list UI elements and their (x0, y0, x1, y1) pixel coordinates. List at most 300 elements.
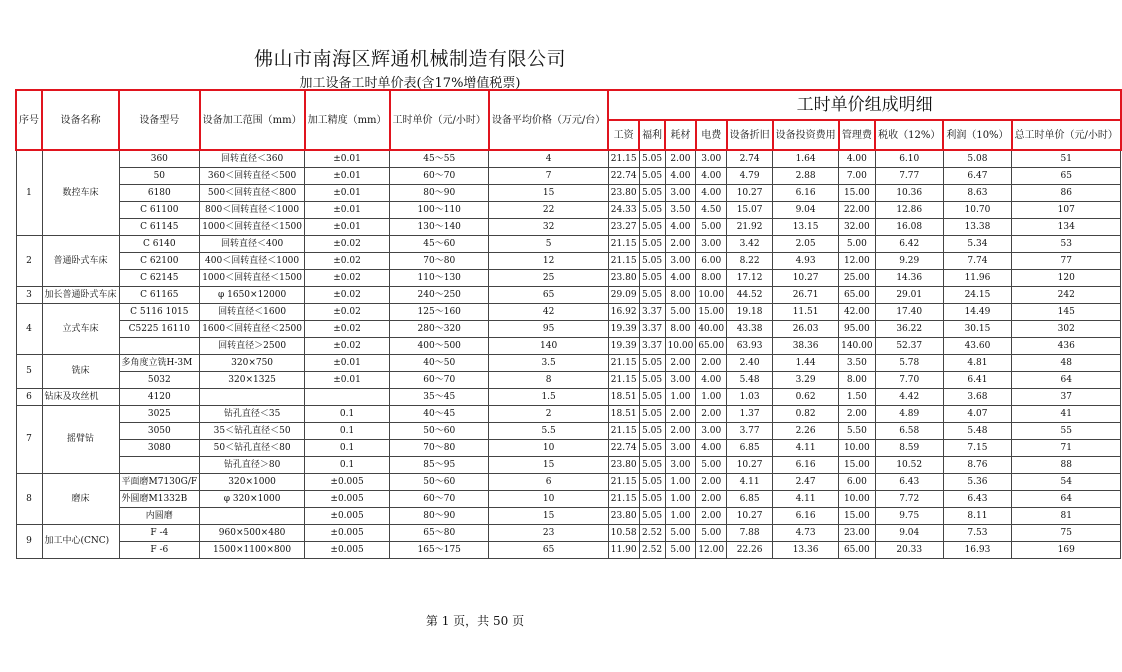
cell-management: 12.00 (839, 253, 876, 270)
cell-avg-price: 22 (489, 202, 608, 219)
table-row (16, 270, 1121, 287)
cell-total: 41 (1012, 406, 1121, 423)
cell-power: 15.00 (696, 304, 727, 321)
cell-tax: 16.08 (875, 219, 943, 236)
cell-model: 平面磨M7130G/F (119, 474, 200, 491)
cell-avg-price: 12 (489, 253, 608, 270)
table-body (16, 150, 1121, 559)
cell-depreciation: 3.77 (727, 423, 773, 440)
table-row (16, 474, 1121, 491)
table-row (16, 508, 1121, 525)
cell-investment: 11.51 (773, 304, 839, 321)
cell-material: 1.00 (665, 474, 696, 491)
cell-welfare: 5.05 (639, 355, 665, 372)
header-material: 耗材 (665, 120, 696, 150)
cell-total: 55 (1012, 423, 1121, 440)
table-row (16, 150, 1121, 168)
cell-wage: 24.33 (608, 202, 639, 219)
cell-power: 5.00 (696, 525, 727, 542)
cell-total: 107 (1012, 202, 1121, 219)
cell-model: 360 (119, 150, 200, 168)
cell-range (200, 389, 305, 406)
cell-depreciation: 22.26 (727, 542, 773, 559)
cell-total: 145 (1012, 304, 1121, 321)
cell-range: 1000＜回转直径＜1500 (200, 270, 305, 287)
header-avg-price: 设备平均价格（万元/台） (489, 90, 608, 150)
cell-range: 960×500×480 (200, 525, 305, 542)
cell-material: 8.00 (665, 321, 696, 338)
cell-total: 302 (1012, 321, 1121, 338)
cell-tax: 36.22 (875, 321, 943, 338)
cell-unit-price: 80～90 (390, 185, 489, 202)
cell-model: 6180 (119, 185, 200, 202)
page-footer: 第 1 页，共 50 页 (425, 614, 525, 628)
cell-equipment-name: 磨床 (42, 474, 119, 525)
cell-profit: 6.41 (943, 372, 1011, 389)
table-row (16, 440, 1121, 457)
cell-unit-price: 40～50 (390, 355, 489, 372)
table-row (16, 389, 1121, 406)
cell-equipment-name: 铣床 (42, 355, 119, 389)
cell-unit-price: 100～110 (390, 202, 489, 219)
cell-total: 71 (1012, 440, 1121, 457)
cell-power: 2.00 (696, 406, 727, 423)
cell-power: 10.00 (696, 287, 727, 304)
cell-total: 77 (1012, 253, 1121, 270)
cell-precision: 0.1 (305, 440, 390, 457)
cell-depreciation: 6.85 (727, 440, 773, 457)
cell-avg-price: 32 (489, 219, 608, 236)
cell-range: 回转直径＜1600 (200, 304, 305, 321)
cell-depreciation: 10.27 (727, 457, 773, 474)
header-group: 工时单价组成明细 (608, 90, 1121, 120)
cell-power: 4.00 (696, 372, 727, 389)
cell-management: 25.00 (839, 270, 876, 287)
header-precision: 加工精度（mm） (305, 90, 390, 150)
cell-management: 15.00 (839, 508, 876, 525)
cell-welfare: 5.05 (639, 508, 665, 525)
cell-model: 4120 (119, 389, 200, 406)
cell-depreciation: 19.18 (727, 304, 773, 321)
cell-range: 35＜钻孔直径＜50 (200, 423, 305, 440)
cell-no: 4 (16, 304, 42, 355)
header-depreciation: 设备折旧 (727, 120, 773, 150)
cell-wage: 23.80 (608, 508, 639, 525)
table-row (16, 406, 1121, 423)
cell-no: 1 (16, 150, 42, 236)
cell-management: 15.00 (839, 185, 876, 202)
cell-material: 4.00 (665, 270, 696, 287)
cell-depreciation: 1.37 (727, 406, 773, 423)
cell-investment: 13.15 (773, 219, 839, 236)
cell-avg-price: 42 (489, 304, 608, 321)
table-row (16, 219, 1121, 236)
table-row (16, 304, 1121, 321)
header-total: 总工时单价（元/小时） (1012, 120, 1121, 150)
cell-range: 1600＜回转直径＜2500 (200, 321, 305, 338)
cell-precision: ±0.02 (305, 287, 390, 304)
cell-precision: 0.1 (305, 423, 390, 440)
cell-precision: ±0.005 (305, 542, 390, 559)
cell-model: C 61100 (119, 202, 200, 219)
cell-unit-price: 35～45 (390, 389, 489, 406)
cell-investment: 2.26 (773, 423, 839, 440)
cell-range: 320×750 (200, 355, 305, 372)
cell-model: C 5116 1015 (119, 304, 200, 321)
cell-welfare: 5.05 (639, 219, 665, 236)
cell-avg-price: 15 (489, 185, 608, 202)
cell-wage: 29.09 (608, 287, 639, 304)
cell-no: 7 (16, 406, 42, 474)
cell-investment: 4.73 (773, 525, 839, 542)
cell-management: 42.00 (839, 304, 876, 321)
cell-precision: ±0.02 (305, 304, 390, 321)
cell-precision: ±0.005 (305, 474, 390, 491)
cell-tax: 6.58 (875, 423, 943, 440)
cell-wage: 11.90 (608, 542, 639, 559)
cell-total: 48 (1012, 355, 1121, 372)
cell-no: 5 (16, 355, 42, 389)
header-no: 序号 (16, 90, 42, 150)
cell-profit: 14.49 (943, 304, 1011, 321)
cell-investment: 2.47 (773, 474, 839, 491)
cell-material: 3.00 (665, 440, 696, 457)
cell-depreciation: 5.48 (727, 372, 773, 389)
table-row (16, 202, 1121, 219)
cell-welfare: 3.37 (639, 321, 665, 338)
cell-tax: 9.29 (875, 253, 943, 270)
cell-management: 140.00 (839, 338, 876, 355)
cell-total: 86 (1012, 185, 1121, 202)
cell-tax: 5.78 (875, 355, 943, 372)
cell-welfare: 5.05 (639, 474, 665, 491)
cell-avg-price: 5.5 (489, 423, 608, 440)
cell-range: 钻孔直径＞80 (200, 457, 305, 474)
cell-power: 5.00 (696, 457, 727, 474)
cell-management: 1.50 (839, 389, 876, 406)
cell-welfare: 5.05 (639, 406, 665, 423)
cell-range: φ 320×1000 (200, 491, 305, 508)
cell-investment: 6.16 (773, 457, 839, 474)
cell-model: 内圆磨 (119, 508, 200, 525)
cell-total: 169 (1012, 542, 1121, 559)
cell-unit-price: 125～160 (390, 304, 489, 321)
cell-investment: 6.16 (773, 508, 839, 525)
cell-range: 回转直径＞2500 (200, 338, 305, 355)
cell-management: 6.00 (839, 474, 876, 491)
cell-material: 2.00 (665, 355, 696, 372)
cell-management: 65.00 (839, 542, 876, 559)
table-row (16, 185, 1121, 202)
cell-unit-price: 280～320 (390, 321, 489, 338)
cell-wage: 19.39 (608, 338, 639, 355)
cell-avg-price: 15 (489, 457, 608, 474)
cell-depreciation: 15.07 (727, 202, 773, 219)
cell-model: F -4 (119, 525, 200, 542)
header-management: 管理费 (839, 120, 876, 150)
cell-precision: 0.1 (305, 406, 390, 423)
cell-management: 5.50 (839, 423, 876, 440)
cell-precision: ±0.01 (305, 168, 390, 185)
cell-unit-price: 130～140 (390, 219, 489, 236)
cell-wage: 23.80 (608, 457, 639, 474)
cell-range (200, 508, 305, 525)
cell-depreciation: 3.42 (727, 236, 773, 253)
cell-power: 3.00 (696, 236, 727, 253)
cell-profit: 6.47 (943, 168, 1011, 185)
cell-model: 5032 (119, 372, 200, 389)
cell-welfare: 5.05 (639, 185, 665, 202)
cell-power: 4.00 (696, 440, 727, 457)
cell-total: 436 (1012, 338, 1121, 355)
cell-tax: 9.04 (875, 525, 943, 542)
cell-tax: 6.10 (875, 150, 943, 168)
cell-model: C 6140 (119, 236, 200, 253)
cell-power: 2.00 (696, 474, 727, 491)
header-range: 设备加工范围（mm） (200, 90, 305, 150)
cell-precision: 0.1 (305, 457, 390, 474)
cell-material: 5.00 (665, 304, 696, 321)
cell-power: 6.00 (696, 253, 727, 270)
cell-precision: ±0.01 (305, 202, 390, 219)
cell-tax: 4.89 (875, 406, 943, 423)
cell-depreciation: 10.27 (727, 185, 773, 202)
cell-unit-price: 85～95 (390, 457, 489, 474)
cell-range: 500＜回转直径＜800 (200, 185, 305, 202)
cell-tax: 7.77 (875, 168, 943, 185)
table-subtitle: 加工设备工时单价表(含17%增值税票) (299, 76, 521, 91)
cell-depreciation: 4.11 (727, 474, 773, 491)
cell-total: 54 (1012, 474, 1121, 491)
cell-depreciation: 2.74 (727, 150, 773, 168)
cell-profit: 5.36 (943, 474, 1011, 491)
cell-depreciation: 43.38 (727, 321, 773, 338)
cell-welfare: 5.05 (639, 423, 665, 440)
cell-model: C 61145 (119, 219, 200, 236)
cell-welfare: 5.05 (639, 457, 665, 474)
cell-welfare: 5.05 (639, 270, 665, 287)
cell-power: 2.00 (696, 491, 727, 508)
cell-no: 8 (16, 474, 42, 525)
cell-management: 32.00 (839, 219, 876, 236)
cell-power: 65.00 (696, 338, 727, 355)
cell-depreciation: 1.03 (727, 389, 773, 406)
table-row (16, 491, 1121, 508)
cell-model: C 61165 (119, 287, 200, 304)
cell-welfare: 5.05 (639, 491, 665, 508)
cell-unit-price: 110～130 (390, 270, 489, 287)
table-row (16, 372, 1121, 389)
cell-range: 320×1325 (200, 372, 305, 389)
cell-unit-price: 45～55 (390, 150, 489, 168)
cell-total: 65 (1012, 168, 1121, 185)
header-model: 设备型号 (119, 90, 200, 150)
cell-model: 3025 (119, 406, 200, 423)
cell-model: F -6 (119, 542, 200, 559)
cell-range: 1500×1100×800 (200, 542, 305, 559)
header-welfare: 福利 (639, 120, 665, 150)
cell-model: 50 (119, 168, 200, 185)
cell-material: 3.00 (665, 253, 696, 270)
cell-unit-price: 240～250 (390, 287, 489, 304)
cell-avg-price: 140 (489, 338, 608, 355)
cell-profit: 7.74 (943, 253, 1011, 270)
cell-management: 2.00 (839, 406, 876, 423)
cell-profit: 8.76 (943, 457, 1011, 474)
cell-tax: 7.72 (875, 491, 943, 508)
cell-avg-price: 65 (489, 542, 608, 559)
cell-material: 2.00 (665, 236, 696, 253)
cell-investment: 4.11 (773, 440, 839, 457)
cell-precision: ±0.01 (305, 372, 390, 389)
cell-power: 4.00 (696, 185, 727, 202)
cell-tax: 4.42 (875, 389, 943, 406)
cell-unit-price: 60～70 (390, 491, 489, 508)
table-row (16, 525, 1121, 542)
cell-depreciation: 44.52 (727, 287, 773, 304)
cell-total: 53 (1012, 236, 1121, 253)
cell-avg-price: 25 (489, 270, 608, 287)
cell-profit: 16.93 (943, 542, 1011, 559)
cell-wage: 23.80 (608, 185, 639, 202)
cell-avg-price: 7 (489, 168, 608, 185)
cell-profit: 3.68 (943, 389, 1011, 406)
cell-management: 15.00 (839, 457, 876, 474)
cell-welfare: 2.52 (639, 542, 665, 559)
cell-unit-price: 50～60 (390, 423, 489, 440)
cell-management: 4.00 (839, 150, 876, 168)
cell-material: 5.00 (665, 525, 696, 542)
cell-management: 10.00 (839, 440, 876, 457)
cell-equipment-name: 摇臂钻 (42, 406, 119, 474)
cell-wage: 21.15 (608, 491, 639, 508)
cell-investment: 2.05 (773, 236, 839, 253)
table-row (16, 542, 1121, 559)
cell-precision: ±0.01 (305, 185, 390, 202)
cell-avg-price: 2 (489, 406, 608, 423)
cell-total: 37 (1012, 389, 1121, 406)
cell-welfare: 5.05 (639, 389, 665, 406)
cell-material: 2.00 (665, 150, 696, 168)
cell-profit: 24.15 (943, 287, 1011, 304)
cell-investment: 13.36 (773, 542, 839, 559)
cell-depreciation: 10.27 (727, 508, 773, 525)
cell-unit-price: 70～80 (390, 253, 489, 270)
cell-avg-price: 6 (489, 474, 608, 491)
cell-model: 外圆磨M1332B (119, 491, 200, 508)
header-wage: 工资 (608, 120, 639, 150)
cell-equipment-name: 钻床及攻丝机 (42, 389, 119, 406)
company-title: 佛山市南海区辉通机械制造有限公司 (253, 48, 566, 70)
cell-wage: 21.15 (608, 372, 639, 389)
cell-no: 2 (16, 236, 42, 287)
cell-tax: 8.59 (875, 440, 943, 457)
cell-management: 7.00 (839, 168, 876, 185)
cell-total: 75 (1012, 525, 1121, 542)
cell-precision (305, 389, 390, 406)
cell-profit: 4.07 (943, 406, 1011, 423)
cell-range: 320×1000 (200, 474, 305, 491)
cell-range: 1000＜回转直径＜1500 (200, 219, 305, 236)
cell-material: 4.00 (665, 219, 696, 236)
cell-depreciation: 63.93 (727, 338, 773, 355)
cell-model: C 62145 (119, 270, 200, 287)
cell-tax: 12.86 (875, 202, 943, 219)
cell-management: 95.00 (839, 321, 876, 338)
cell-range: φ 1650×12000 (200, 287, 305, 304)
cell-profit: 13.38 (943, 219, 1011, 236)
cell-model: 3080 (119, 440, 200, 457)
cell-no: 6 (16, 389, 42, 406)
cell-management: 3.50 (839, 355, 876, 372)
cell-avg-price: 5 (489, 236, 608, 253)
cell-tax: 20.33 (875, 542, 943, 559)
cell-depreciation: 4.79 (727, 168, 773, 185)
cell-avg-price: 95 (489, 321, 608, 338)
cell-investment: 38.36 (773, 338, 839, 355)
cell-material: 1.00 (665, 389, 696, 406)
cell-profit: 30.15 (943, 321, 1011, 338)
cell-material: 10.00 (665, 338, 696, 355)
price-table (15, 89, 1122, 559)
cell-range: 50＜钻孔直径＜80 (200, 440, 305, 457)
cell-tax: 9.75 (875, 508, 943, 525)
cell-welfare: 5.05 (639, 150, 665, 168)
cell-power: 8.00 (696, 270, 727, 287)
table-row (16, 355, 1121, 372)
cell-depreciation: 7.88 (727, 525, 773, 542)
cell-power: 3.00 (696, 150, 727, 168)
cell-range: 400＜回转直径＜1000 (200, 253, 305, 270)
cell-unit-price: 70～80 (390, 440, 489, 457)
cell-total: 64 (1012, 372, 1121, 389)
cell-tax: 14.36 (875, 270, 943, 287)
cell-avg-price: 1.5 (489, 389, 608, 406)
header-profit: 利润（10%） (943, 120, 1011, 150)
cell-material: 8.00 (665, 287, 696, 304)
cell-precision: ±0.01 (305, 355, 390, 372)
cell-wage: 19.39 (608, 321, 639, 338)
cell-material: 5.00 (665, 542, 696, 559)
cell-precision: ±0.01 (305, 150, 390, 168)
cell-wage: 23.80 (608, 270, 639, 287)
cell-management: 23.00 (839, 525, 876, 542)
cell-tax: 6.42 (875, 236, 943, 253)
cell-equipment-name: 数控车床 (42, 150, 119, 236)
cell-model: 3050 (119, 423, 200, 440)
cell-management: 22.00 (839, 202, 876, 219)
cell-investment: 0.82 (773, 406, 839, 423)
cell-avg-price: 10 (489, 491, 608, 508)
cell-welfare: 5.05 (639, 236, 665, 253)
cell-welfare: 2.52 (639, 525, 665, 542)
cell-management: 5.00 (839, 236, 876, 253)
cell-investment: 3.29 (773, 372, 839, 389)
header-tax: 税收（12%） (875, 120, 943, 150)
cell-material: 3.00 (665, 372, 696, 389)
cell-wage: 21.15 (608, 253, 639, 270)
table-row (16, 253, 1121, 270)
cell-material: 1.00 (665, 491, 696, 508)
cell-power: 12.00 (696, 542, 727, 559)
cell-investment: 1.44 (773, 355, 839, 372)
cell-material: 3.50 (665, 202, 696, 219)
cell-depreciation: 6.85 (727, 491, 773, 508)
cell-model: 多角度立铣H-3M (119, 355, 200, 372)
cell-total: 64 (1012, 491, 1121, 508)
cell-wage: 18.51 (608, 389, 639, 406)
cell-total: 242 (1012, 287, 1121, 304)
